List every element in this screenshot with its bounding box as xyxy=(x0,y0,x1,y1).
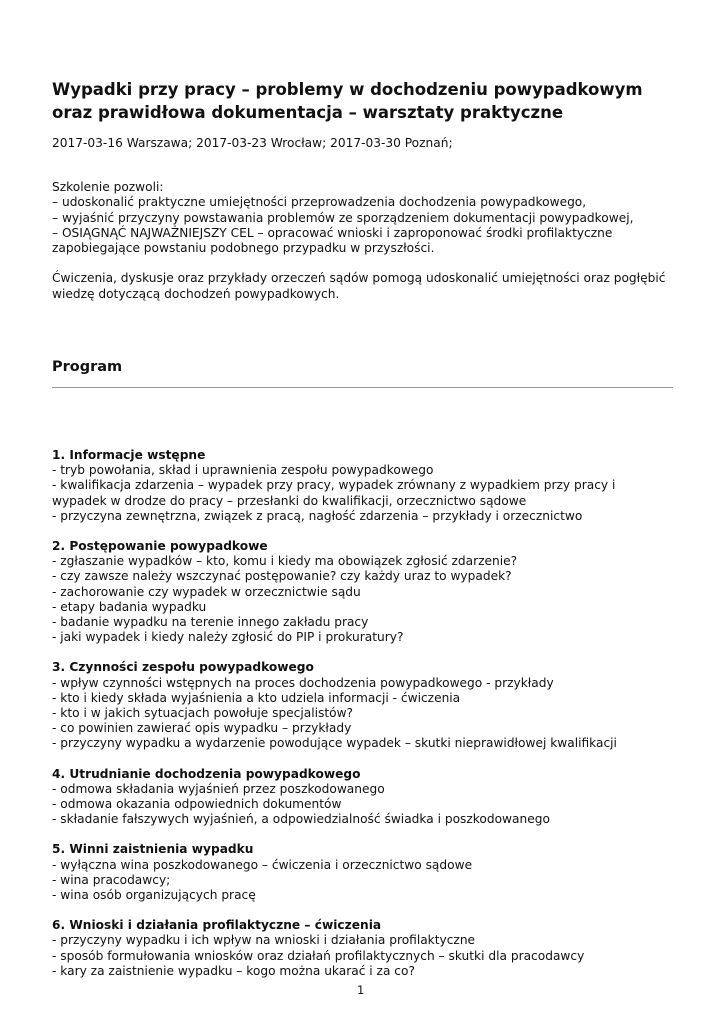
section-item: wypadek w drodze do pracy – przesłanki do kwalifikacji, orzecznictwo sądowe xyxy=(52,493,527,508)
section-item: - przyczyna zewnętrzna, związek z pracą, nagłość zdarzenia – przykłady i orzecznictwo xyxy=(52,508,583,523)
section-item: - zachorowanie czy wypadek w orzecznictwie sądu xyxy=(52,584,361,599)
intro-paragraph-2-line-1: Ćwiczenia, dyskusje oraz przykłady orzeczeń sądów pomogą udoskonalić umiejętności oraz pogłębić xyxy=(52,271,666,286)
program-section-1 xyxy=(52,448,674,524)
intro-line: – udoskonalić praktyczne umiejętności przeprowadzenia dochodzenia powypadkowego, xyxy=(52,195,587,210)
section-title: 6. Wnioski i działania profilaktyczne – ćwiczenia xyxy=(52,918,382,933)
intro-line: Szkolenie pozwoli: xyxy=(52,180,164,194)
intro-line: – OSIĄGNĄĆ NAJWAŻNIEJSZY CEL – opracować wnioski i zaproponować środki profilaktyczne xyxy=(52,225,613,240)
section-item: - przyczyny wypadku i ich wpływ na wnioski i działania profilaktyczne xyxy=(52,933,476,948)
program-heading: Program xyxy=(52,359,123,375)
section-item: - kto i w jakich sytuacjach powołuje specjalistów? xyxy=(52,706,354,721)
program-section-4 xyxy=(52,767,674,828)
section-item: - tryb powołania, skład i uprawnienia zespołu powypadkowego xyxy=(52,463,434,478)
section-item: - przyczyny wypadku a wydarzenie powodujące wypadek – skutki nieprawidłowej kwalifikacji xyxy=(52,736,617,751)
program-section-2 xyxy=(52,539,674,645)
section-title: 1. Informacje wstępne xyxy=(52,448,206,462)
title-line-2: oraz prawidłowa dokumentacja – warsztaty praktyczne xyxy=(52,103,564,122)
section-title: 5. Winni zaistnienia wypadku xyxy=(52,842,254,857)
section-divider xyxy=(52,387,673,388)
section-item: - kwalifikacja zdarzenia – wypadek przy pracy, wypadek zrównany z wypadkiem przy pracy i xyxy=(52,478,616,493)
section-item: - wyłączna wina poszkodowanego – ćwiczenia i orzecznictwo sądowe xyxy=(52,857,473,872)
section-item: - odmowa składania wyjaśnień przez poszkodowanego xyxy=(52,781,385,796)
section-item: - czy zawsze należy wszczynać postępowanie? czy każdy uraz to wypadek? xyxy=(52,569,512,584)
program-sections xyxy=(52,448,674,994)
section-title: 2. Postępowanie powypadkowe xyxy=(52,539,268,554)
section-item: - składanie fałszywych wyjaśnień, a odpowiedzialność świadka i poszkodowanego xyxy=(52,812,550,827)
program-section-5 xyxy=(52,842,674,903)
section-title: 3. Czynności zespołu powypadkowego xyxy=(52,660,314,675)
section-item: - wpływ czynności wstępnych na proces dochodzenia powypadkowego - przykłady xyxy=(52,675,554,690)
intro-paragraph-2-line-2: wiedzę dotyczącą dochodzeń powypadkowych. xyxy=(52,286,340,301)
section-title: 4. Utrudnianie dochodzenia powypadkowego xyxy=(52,766,361,781)
section-item: - badanie wypadku na terenie innego zakładu pracy xyxy=(52,615,369,630)
section-item: - kary za zaistnienie wypadku – kogo można ukarać i za co? xyxy=(52,963,415,978)
intro-text xyxy=(52,180,674,302)
section-item: - etapy badania wypadku xyxy=(52,599,207,614)
section-item: - wina osób organizujących pracę xyxy=(52,888,256,903)
event-dates: 2017-03-16 Warszawa; 2017-03-23 Wrocław; 2017-03-30 Poznań; xyxy=(52,136,453,150)
intro-line: zapobiegające powstaniu podobnego przypadku w przyszłości. xyxy=(52,241,435,256)
intro-line: – wyjaśnić przyczyny powstawania problemów ze sporządzeniem dokumentacji powypadkowej, xyxy=(52,210,634,225)
document-title xyxy=(52,78,674,124)
section-item: - sposób formułowania wniosków oraz działań profilaktycznych – skutki dla pracodawcy xyxy=(52,948,585,963)
section-item: - jaki wypadek i kiedy należy zgłosić do PIP i prokuratury? xyxy=(52,630,404,645)
page-number: 1 xyxy=(357,983,365,997)
title-line-1: Wypadki przy pracy – problemy w dochodzeniu powypadkowym xyxy=(52,80,643,99)
paragraph-gap xyxy=(52,256,674,271)
section-item: - odmowa okazania odpowiednich dokumentów xyxy=(52,797,342,812)
program-section-6 xyxy=(52,918,674,979)
section-item: - wina pracodawcy; xyxy=(52,872,171,887)
section-item: - zgłaszanie wypadków – kto, komu i kiedy ma obowiązek zgłosić zdarzenie? xyxy=(52,554,518,569)
section-item: - co powinien zawierać opis wypadku – przykłady xyxy=(52,721,352,736)
section-item: - kto i kiedy składa wyjaśnienia a kto udziela informacji - ćwiczenia xyxy=(52,690,461,705)
program-section-3 xyxy=(52,660,674,751)
